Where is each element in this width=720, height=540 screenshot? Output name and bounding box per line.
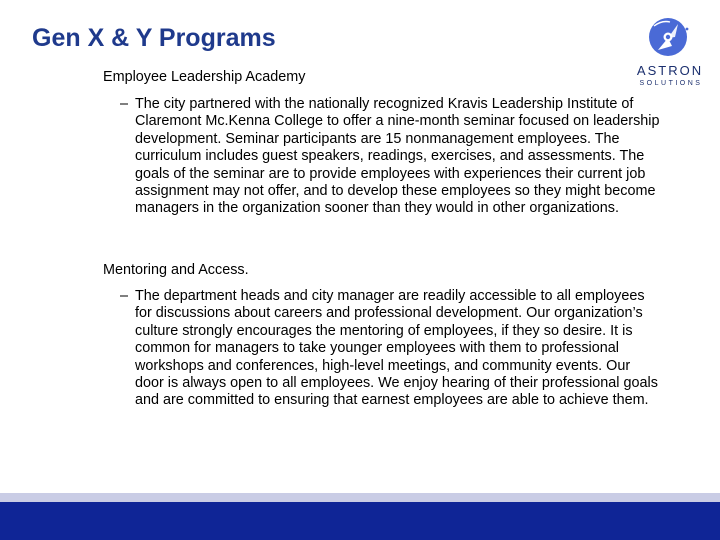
slide-title: Gen X & Y Programs bbox=[32, 24, 276, 52]
section-heading-mentoring: Mentoring and Access. bbox=[103, 262, 249, 278]
bullet-mentoring bbox=[120, 288, 660, 410]
logo-tagline: SOLUTIONS bbox=[639, 80, 703, 87]
logo-name: ASTRON bbox=[636, 63, 704, 78]
astron-logo bbox=[634, 16, 706, 94]
bullet-leadership-academy bbox=[120, 96, 660, 218]
astron-logo-icon bbox=[648, 16, 692, 58]
bullet-dash: – bbox=[120, 96, 129, 112]
bullet-text-leadership-academy: The city partnered with the nationally recognized Kravis Leadership Institute of Claremont Mc.Kenna College to offer a nine-month seminar focused on leadership development. Seminar participants are 15 nonmanagement employees. The curriculum includes guest speakers, readings, exercises, and assessments. The goals of the seminar are to provide employees with experiences their current job assignment may not offer, and to develop these employees so they might become managers in the organization sooner than they would in other organizations. bbox=[135, 96, 660, 217]
bullet-text-mentoring: The department heads and city manager are readily accessible to all employees for discussions about careers and professional development. Our organization’s culture strongly encourages the mentoring of employees, if they so desire. It is common for managers to take younger employees with them to professional workshops and conferences, high-level meetings, and community events. Our door is always open to all employees. We enjoy hearing of their professional goals and are committed to ensuring that earnest employees are able to achieve them. bbox=[135, 288, 658, 409]
footer-band-dark bbox=[0, 502, 720, 540]
footer-band-light bbox=[0, 493, 720, 502]
section-heading-leadership-academy: Employee Leadership Academy bbox=[103, 69, 306, 85]
bullet-dash: – bbox=[120, 288, 129, 304]
